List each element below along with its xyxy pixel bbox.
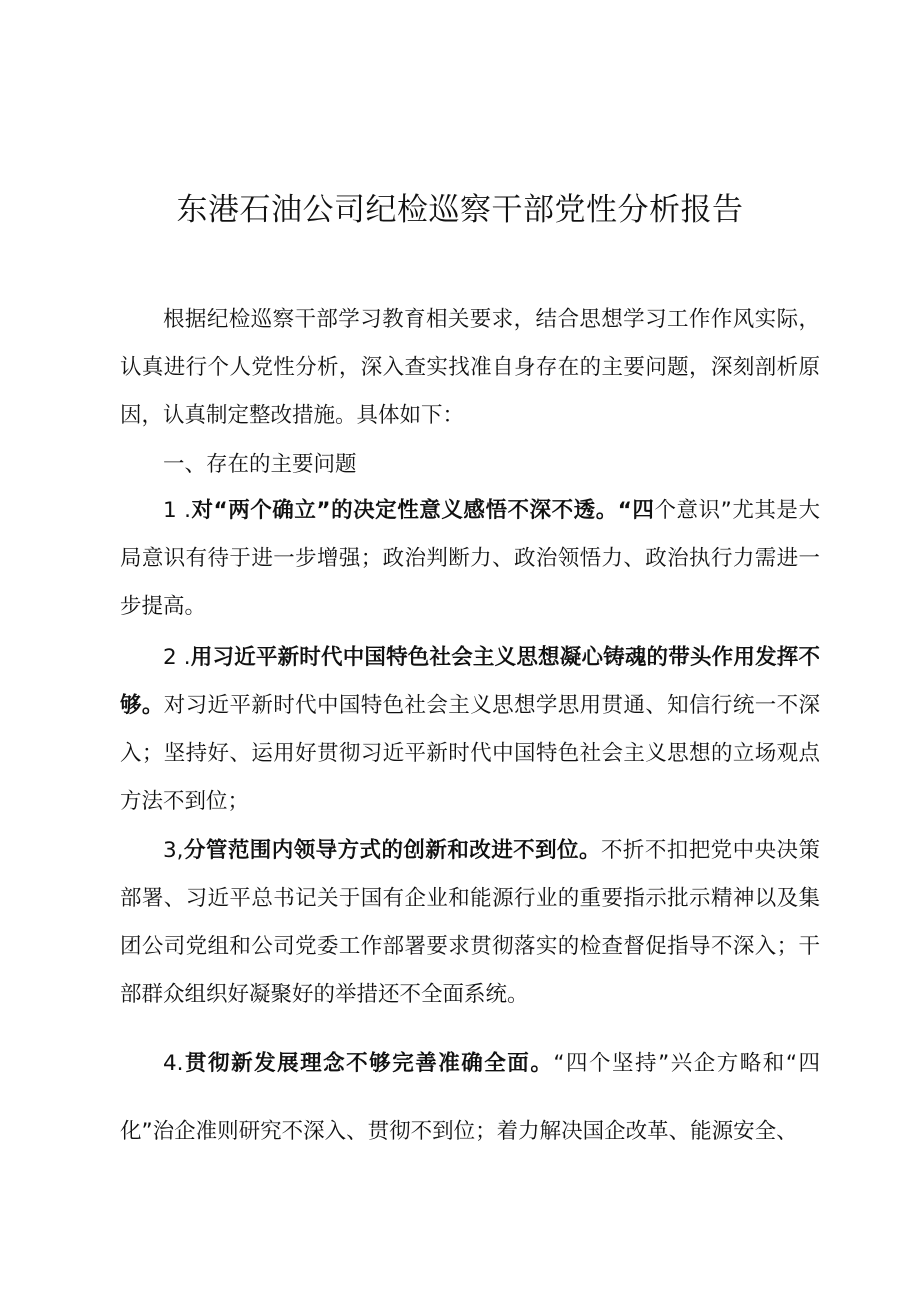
problem-item-1 bbox=[120, 487, 820, 631]
section-heading: 一、存在的主要问题 bbox=[163, 452, 357, 477]
problem-item-2 bbox=[120, 634, 820, 826]
problem-item-3 bbox=[120, 827, 820, 1019]
item-number: 1 . bbox=[163, 498, 191, 523]
problem-item-4 bbox=[120, 1030, 820, 1166]
item-text: “四个坚持”兴企方略和“四化”治企准则研究不深入、贯彻不到位；着力解决国企改革、能源安全、 bbox=[120, 1051, 820, 1144]
item-text: 对习近平新时代中国特色社会主义思想学思用贯通、知信行统一不深入；坚持好、运用好贯彻习近平新时代中国特色社会主义思想的立场观点方法不到位； bbox=[120, 693, 820, 814]
intro-paragraph: 根据纪检巡察干部学习教育相关要求，结合思想学习工作作风实际，认真进行个人党性分析，深入查实找准自身存在的主要问题，深刻剖析原因，认真制定整改措施。具体如下： bbox=[120, 307, 820, 428]
item-number: 3, bbox=[163, 838, 184, 863]
item-bold-heading: 贯彻新发展理念不够完善准确全面。 bbox=[183, 1051, 554, 1076]
item-text: 不折不扣把党中央决策部署、习近平总书记关于国有企业和能源行业的重要指示批示精神以及集团公司党组和公司党委工作部署要求贯彻落实的检查督促指导不深入；干部群众组织好凝聚好的举措还不全面系统。 bbox=[120, 838, 820, 1007]
item-number: 2 . bbox=[163, 645, 191, 670]
item-text: 个意识”尤其是大局意识有待于进一步增强；政治判断力、政治领悟力、政治执行力需进一步提高。 bbox=[120, 498, 820, 619]
item-bold-heading: 分管范围内领导方式的创新和改进不到位。 bbox=[183, 838, 601, 863]
item-bold-heading: 用习近平新时代中国特色社会主义思想凝心铸魂的带头作用发挥不够。 bbox=[120, 645, 820, 718]
document-title: 东港石油公司纪检巡察干部党性分析报告 bbox=[176, 192, 744, 228]
item-bold-heading: 对“两个确立”的决定性意义感悟不深不透。“四 bbox=[190, 498, 655, 523]
item-number: 4. bbox=[163, 1051, 184, 1076]
